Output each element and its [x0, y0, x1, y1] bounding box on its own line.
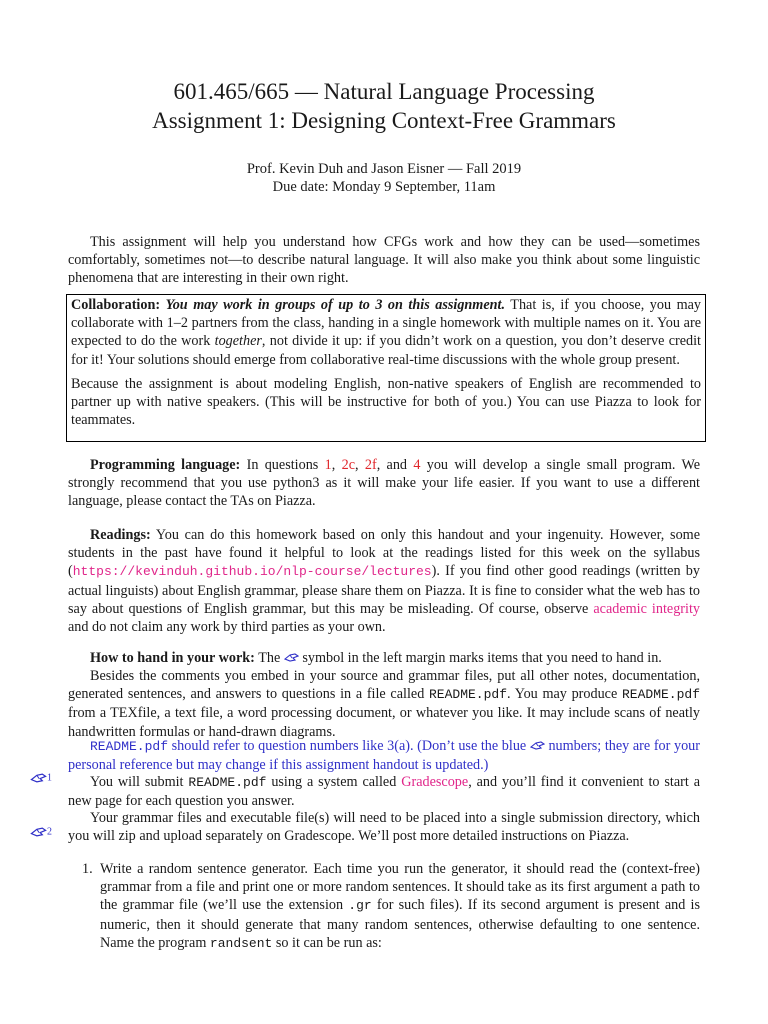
academic-integrity-link[interactable]: academic integrity — [593, 600, 700, 617]
due-date: Due date: Monday 9 September, 11am — [272, 179, 496, 195]
handin-readme-paragraph — [68, 667, 700, 741]
handin-readme-text: Besides the comments you embed in your source and grammar files, put all other notes, documentation, generated sentences, and answers to questions in a file called — [68, 668, 700, 703]
readme-filename: README.pdf — [621, 687, 700, 703]
programming-label: Programming language: — [90, 457, 241, 473]
margin-mark-number: 1 — [47, 772, 52, 784]
handin-note-paragraph — [68, 737, 700, 774]
handin-files-paragraph: Your grammar files and executable file(s) will need to be placed into a single submission directory, which you will zip and upload separately on Gradescope. We’ll post more detailed instructions on Piazza. — [68, 810, 700, 845]
collaboration-emphasis: You may work in groups of up to 3 on this assignment. — [165, 297, 506, 313]
readme-filename: README.pdf — [188, 775, 267, 790]
programming-paragraph — [68, 456, 700, 511]
programming-text: In questions — [240, 457, 325, 473]
hand-in-icon — [530, 740, 545, 751]
handin-submit-text: You will submit — [90, 774, 189, 790]
readings-text-3: and do not claim any work by third parties as your own. — [68, 619, 386, 636]
margin-mark-2 — [30, 826, 52, 838]
program-name: randsent — [209, 935, 273, 951]
readings-paragraph — [68, 526, 700, 636]
intro-paragraph: This assignment will help you understand how CFGs work and how they can be used—sometimes comfortably, sometimes not—to describe natural language. It will also make you think about some linguistic phenomena that are interesting in their own right. — [68, 234, 700, 287]
readme-filename: README.pdf — [429, 687, 508, 703]
handin-text: The — [254, 650, 284, 666]
handin-paragraph — [68, 649, 700, 667]
tex-logo: TEX — [110, 705, 138, 722]
collaboration-text: That is, if you choose, you may collaborate with 1–2 partners from the class, handing in a single homework with multiple names on it. You are expected to do the work — [71, 297, 701, 350]
sep: , — [355, 457, 365, 473]
sep: , and — [376, 457, 414, 473]
collaboration-paragraph-2: Because the assignment is about modeling English, non-native speakers of English are recommended to partner up with native speakers. (This will be instructive for both of you.) You can use Piazza to look for teammates. — [71, 375, 701, 429]
sep: , — [331, 457, 342, 473]
list-item-number: 1. — [82, 861, 93, 877]
list-item-text: Write a random sentence generator. Each time you run the generator, it should read the (context-free) grammar from a file and print one or more random sentences. It should take as its first argument a path to the grammar file (we’ll use the extension — [100, 861, 700, 914]
question-link-1[interactable]: 1 — [324, 457, 332, 473]
question-link-2f[interactable]: 2f — [364, 457, 377, 473]
syllabus-url-link[interactable]: https://kevinduh.github.io/nlp-course/lectures — [72, 564, 432, 580]
margin-mark-number: 2 — [47, 826, 52, 838]
readings-text: You can do this homework based on only this handout and your ingenuity. However, some students in the past have found it helpful to look at the readings listed for this week on the syllabus ( — [68, 527, 700, 580]
handin-readme-text-2: . You may produce — [507, 686, 622, 703]
handin-submit-text-3: , and you’ll find it convenient to start a new page for each question you answer. — [68, 774, 700, 810]
handin-note-text: should refer to question numbers like 3(a). (Don’t use the blue — [168, 738, 530, 754]
assignment-title: Assignment 1: Designing Context-Free Grammars — [152, 108, 616, 133]
course-title: 601.465/665 — Natural Language Processing — [173, 79, 595, 104]
programming-text-2: you will develop a single small program. We strongly recommend that you use python3 as it will make your life easier. If you want to use a different language, please contact the TAs on Piazza. — [68, 457, 701, 510]
hand-in-icon — [284, 652, 299, 663]
list-item-text-3: so it can be run as: — [272, 934, 382, 951]
collaboration-label: Collaboration: — [71, 297, 161, 313]
grammar-extension: .gr — [348, 898, 372, 914]
list-item-text-2: for such files). If its second argument is present and is numeric, then it should generate that many random sentences, otherwise defaulting to one sentence. Name the program — [100, 897, 700, 951]
question-link-4[interactable]: 4 — [413, 457, 421, 473]
margin-mark-1 — [30, 772, 52, 784]
list-item — [82, 860, 700, 953]
handin-submit-paragraph — [68, 773, 700, 810]
together-word: together — [214, 333, 262, 350]
hand-in-icon — [30, 826, 47, 838]
collaboration-text-2: , not divide it up: if you didn’t work on a question, you don’t deserve credit for it! Your solutions should emerge from collaborative real-time discussions with the whole group present. — [71, 333, 701, 368]
handin-label: How to hand in your work: — [90, 650, 255, 666]
hand-in-icon — [30, 772, 47, 784]
handin-readme-text-3: from a — [68, 705, 111, 722]
readme-filename: README.pdf — [90, 739, 169, 754]
handin-submit-text-2: using a system called — [266, 774, 402, 790]
handin-note-text-2: numbers; they are for your personal reference but may change if this assignment handout is updated.) — [68, 738, 700, 774]
readings-text-2: ). If you find other good readings (written by actual linguists) about English grammar, please share them on Piazza. It is fine to consider what the web has to say about questions of English grammar, but this may be misleading. Of course, observe — [68, 563, 700, 617]
collaboration-box — [66, 294, 706, 442]
question-link-2c[interactable]: 2c — [341, 457, 355, 473]
handin-text-2: symbol in the left margin marks items that you need to hand in. — [298, 650, 662, 666]
readings-label: Readings: — [90, 527, 151, 543]
collaboration-paragraph — [71, 296, 701, 369]
instructors: Prof. Kevin Duh and Jason Eisner — Fall 2019 — [246, 161, 522, 177]
handin-readme-text-4: file, a text file, a word processing document, or whatever you like. It may include scans of neatly handwritten formulas or hand-drawn diagrams. — [68, 705, 700, 740]
gradescope-link[interactable]: Gradescope — [401, 774, 469, 790]
